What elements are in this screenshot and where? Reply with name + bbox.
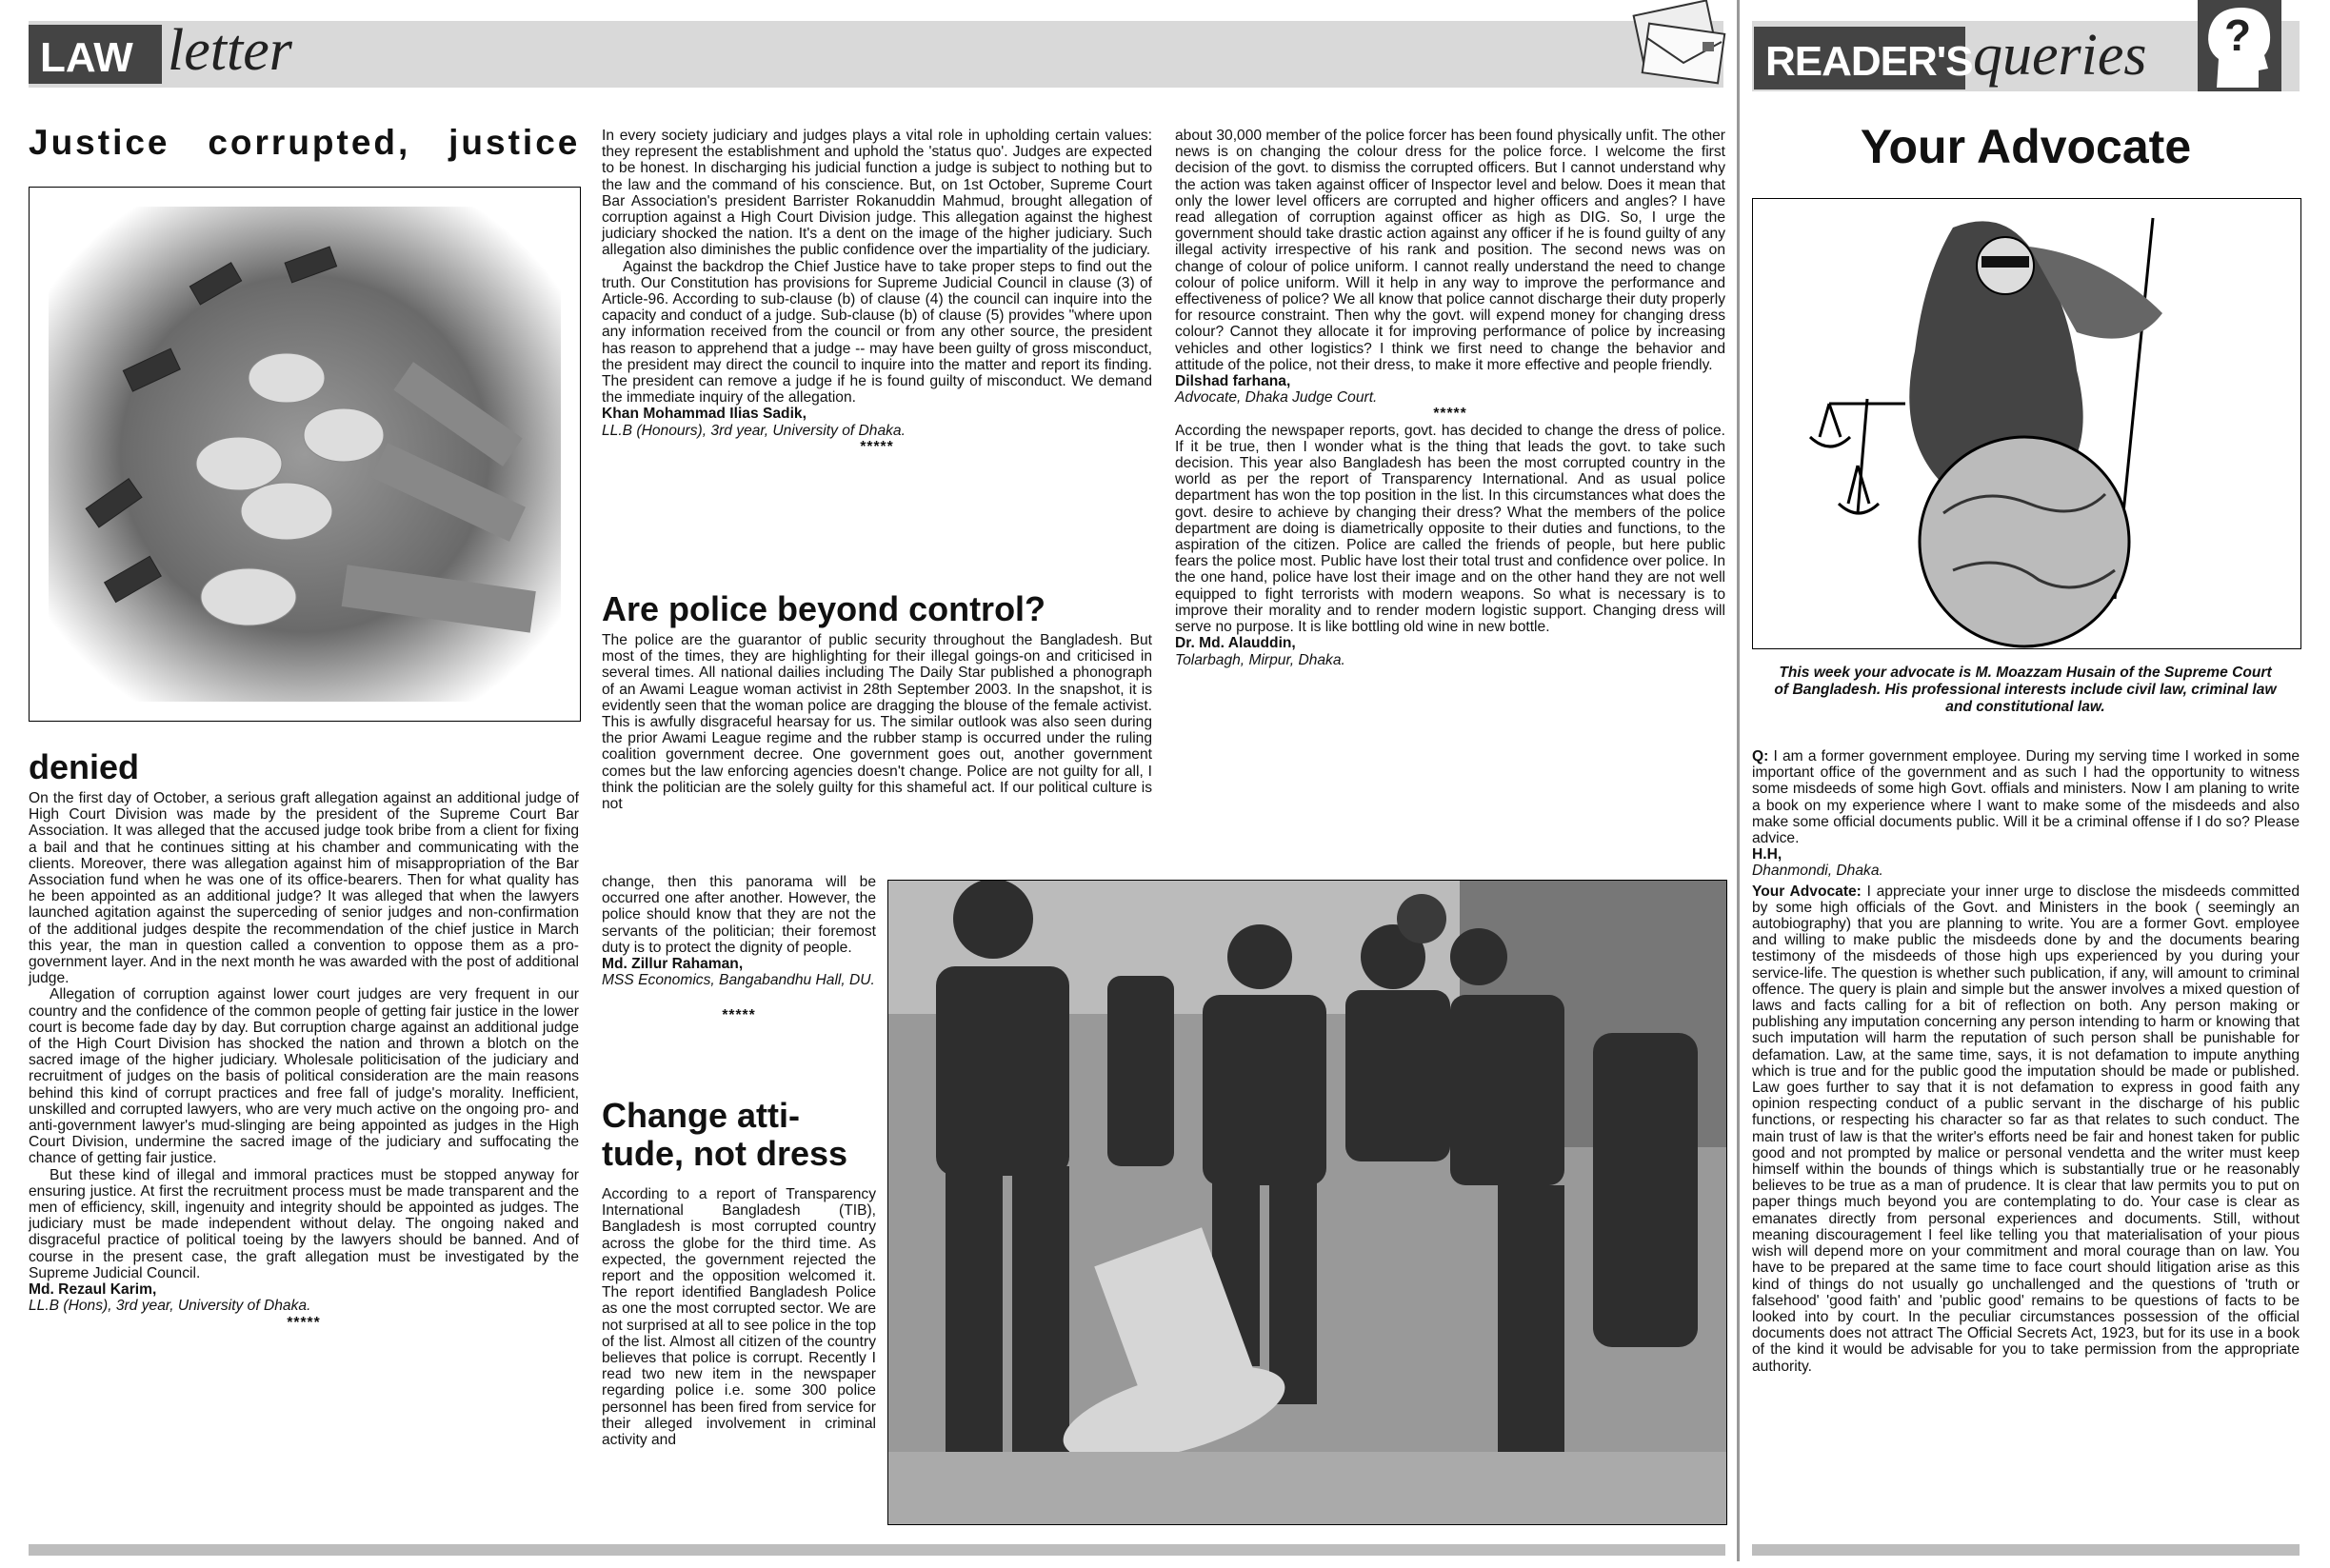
article4-title: Change atti-tude, not dress (602, 1096, 848, 1173)
article1-author: Md. Rezaul Karim, (29, 1281, 157, 1299)
article1-paragraph-3: But these kind of illegal and immoral practices must be stopped anyway for ensuring justice. At first the recruitment process must be made transparent and the men of efficiency, skill, ingenuity and integrity should be appointed as judges. The judiciary must be made independent without delay. The ongoing naked and disgraceful practice of political toeing by the lawyers should be banned. And of course in the present case, the graft allegation must be investigated by the Supreme Judicial Council. (29, 1166, 579, 1281)
letter-label: letter (168, 18, 292, 83)
justice-illustration (1752, 198, 2301, 649)
article5-author: Dr. Md. Alauddin, (1175, 635, 1296, 652)
bottom-rule-left (29, 1544, 1725, 1556)
article3-body-narrow (602, 874, 876, 1024)
article3-affiliation: MSS Economics, Bangabandhu Hall, DU. (602, 972, 875, 989)
question-place: Dhanmondi, Dhaka. (1752, 863, 1883, 880)
article4-continued (1175, 128, 1725, 668)
envelopes-icon (1619, 0, 1733, 95)
column-divider (1737, 0, 1740, 1561)
advocate-answer: I appreciate your inner urge to disclose the misdeeds committed by some high officials of the Govt. and Ministers in the book ( seemingly an autobiography) that you are planning to write. You are a former Govt. employee and willing to make public the misdeeds done by and the documents bearing testimony of the misdeeds of those high ups experienced by you during your service-life. The question is whether such publication, if any, will amount to criminal offence. The query is plain and simple but the answer involves a mixed question of laws and facts calling for a bit of reflection on both. Any person making or publishing any imputation concerning any person intending to harm or knowing that such imputation will harm the reputation of such person shall be punishable for defamation. Law, at the same time, says, it is not defamation to impute anything which is true and for the public good the imputation should be made or published. Law goes further to say that it is not defamation to express in good faith any opinion respecting conduct of a public servant in the discharge of his public functions, or respecting his character so far as that relates to such conduct. The main trust of law is that the writer's efforts need be fair and honest taken for public good and not prompted by malice or personal vendetta and the writer must keep himself within the bounds of things which is substantially true or he reasonably believes to be true as a man of prudence. It is clear that law permits you to put on paper things much beyond you are contemplating to do. Your case is clear as emanates directly from personal experiences and documents. Still, without meaning discouragement I feel like telling you that materialisation of your pious wish will depend more on your commitment and moral courage than on law. You have to be prepared at the same time to face court should litigation arise as this kind of things do not usually go unchallenged and the questions of 'truth or falsehood' 'good faith' and 'public good' remains to be questions of facts to be looked into by court. In the peculiar circumstances possession of the official documents does not attract The Official Secrets Act, 1923, but for its use in a book of the kind it would be advisable for you to take permission from the appropriate authority. (1752, 883, 2300, 1375)
article2-stars: ***** (860, 438, 894, 455)
article1-title-top: Justice corrupted, justice (29, 123, 581, 162)
article5-paragraph: According the newspaper reports, govt. has decided to change the dress of police. If it be true, then I wonder what is the thing that leads the govt. to take such decision. This year also Bangladesh has been the most corrupted country in the world as per the report of Transparency International. And as usual police department has won the top position in the list. In this circumstances what does the govt. desire to achieve by changing their dress? What the members of the police department are doing is diametrically opposite to their duties and functions, to the aspiration of the citizen. Police are called the friends of people, but here public fears the police most. Public have lost their total trust and confidence over police. In the one hand, police have lost their image and on the other hand they are not well equipped to fight terrorists with modern weapons. So what is necessary is to improve their morality and to render modern logistic support. Changing dress will serve no purpose. It is like bottling old wine in new bottle. (1175, 422, 1725, 636)
advocate-qa (1752, 748, 2300, 1375)
advocate-caption: This week your advocate is M. Moazzam Husain of the Supreme Court of Bangladesh. His professional interests include civil law, criminal law and constitutional law. (1774, 665, 2277, 715)
gavels-photo (29, 187, 581, 722)
article4-author: Dilshad farhana, (1175, 373, 1291, 390)
readers-label: READER'S (1754, 27, 1965, 89)
question-author: H.H, (1752, 846, 1782, 863)
article3-body-full: The police are the guarantor of public security throughout the Bangladesh. But most of the times, they are highlighting for their illegal goings-on and criticised in several times. All national dailies including The Daily Star published a phonograph of an Awami League woman activist in 28th September 2003. In the snapshot, it is evidently seen that the woman police are dragging the blouse of the female activist. This is awfully disgraceful hearsay for us. The similar outlook was also seen during the prior Awami League regime and the rubber stamp is occurred under the ruling coalition government decree. One government goes out, another government comes but the law enforcing agencies doesn't change. Police are not guilty for all, I think the politician are the solely guilty for this shameful act. If our political culture is not (602, 632, 1152, 813)
article2-affiliation: LL.B (Honours), 3rd year, University of Dhaka. (602, 422, 906, 439)
article2-paragraph-1: In every society judiciary and judges plays a vital role in upholding certain values: they represent the establishment and uphold the 'status quo'. Judges are expected to be honest. In discharging his judicial function a judge is subject to nothing but to the law and the command of his conscience. But, on 1st October, Supreme Court Bar Association's president Barrister Rokanuddin Mahmud, brought allegation of corruption against a High Court Division judge. This allegation against the highest judiciary shocked the nation. It's a dent on the image of the higher judiciary. Such allegation also diminishes the public confidence over the impartiality of the judiciary. (602, 128, 1152, 259)
article1-affiliation: LL.B (Hons), 3rd year, University of Dhaka. (29, 1298, 311, 1315)
bottom-rule-right (1752, 1544, 2300, 1556)
article1-paragraph-1: On the first day of October, a serious graft allegation against an additional judge of High Court Division was made by the president of the Supreme Court Bar Association. It was alleged that the accused judge took bribe from a client for fixing a bail and that he continues sitting at his chamber and communicating with the clients. Moreover, there was allegation against him of misappropriation of the Bar Association fund when he was one of its office-bearers. Then for what quality has he been appointed as an additional judge? It was alleged that when the lawyers launched agitation against the superceding of senior judges and non-confirmation of the additional judges despite the recommendation of the chief justice in March this year, the man in question called a convention to oppose them as a pro-government layer. And in the next month he was awarded with the post of additional judge. (29, 790, 579, 987)
article3-author: Md. Zillur Rahaman, (602, 956, 744, 973)
article4-body (602, 1186, 876, 1448)
article2-author: Khan Mohammad Ilias Sadik, (602, 406, 807, 423)
article1-title-bottom: denied (29, 747, 140, 786)
article4-paragraph: According to a report of Transparency International Bangladesh (TIB), Bangladesh is most corrupted country across the globe for the third time. As expected, the government rejected the report and the opposition welcomed it. The report identified Bangladesh Police as one the most corrupted sector. We are not surprised at all to see police in the top of the list. Almost all citizen of the country believes that police is corrupt. Recently I read two new item in the newspaper regarding police i.e. some 300 police personnel has been fired from service for their alleged involvement in criminal activity and (602, 1186, 876, 1449)
advocate-title: Your Advocate (1860, 120, 2192, 173)
article3-title: Are police beyond control? (602, 589, 1046, 628)
article4-stars: ***** (1433, 406, 1467, 423)
answer-label: Your Advocate: (1752, 883, 1862, 900)
advocate-question-block (1752, 748, 2300, 846)
article1-stars: ***** (287, 1314, 321, 1331)
article2-paragraph-2: Against the backdrop the Chief Justice have to take proper steps to find out the truth. Our Constitution has provisions for Supreme Judicial Council in clause (3) of Article-96. According to sub-clause (b) of clause (4) the council can inquire into the capacity and conduct of a judge. Sub-clause (b) of clause (5) provides "where upon any information received from the council or from any other source, the president has reason to apprehend that a judge -- may have been guilty of gross misconduct, the president may direct the council to inquire into the matter and report its finding. The president can remove a judge if he is found guilty of misconduct. We demand the immediate inquiry of the allegation. (602, 258, 1152, 407)
advocate-question: I am a former government employee. During my serving time I worked in some important office of the government and as such I had the opportunity to witness some misdeeds of some high Govt. offials and ministers. Now I am planing to write a book on my experience where I want to make some of the misdeeds and also make some official documents public. Will it be a criminal offense if I do so? Please advice. (1752, 748, 2300, 847)
article1-paragraph-2: Allegation of corruption against lower court judges are very frequent in our country and the confidence of the common people of getting fair justice in the lower court is become fade day by day. But corruption charge against an additional judge of the High Court Division has shocked the nation and thrown a blotch on the sacred image of the higher judiciary. Wholesale politicisation of the judiciary and recruitment of judges on the basis of political consideration are the main reasons behind this kind of corrupt practices and free fall of judge's morality. Inefficient, unskilled and corrupted lawyers, who are very much active on the ongoing pro- and anti-government lawyer's mud-slinging are being appointed as judges in the High Court Division, undermine the sacred image of the judiciary and suffocating the chance of getting fair justice. (29, 986, 579, 1167)
article3-stars: ***** (722, 1007, 756, 1024)
police-photo (887, 880, 1727, 1525)
article2-body (602, 128, 1152, 455)
question-label: Q: (1752, 748, 1769, 764)
article3-paragraph-narrow: change, then this panorama will be occurred one after another. However, the police should know that they are not the servants of the politician; their foremost duty is to protect the dignity of people. (602, 874, 876, 956)
article1-body (29, 790, 579, 1331)
article4-affiliation: Advocate, Dhaka Judge Court. (1175, 389, 1378, 407)
question-mark: ? (2224, 10, 2252, 60)
queries-label: queries (1973, 23, 2147, 88)
article4-cont-paragraph: about 30,000 member of the police forcer has been found physically unfit. The other news is on changing the colour dress for the police force. I welcome the first decision of the govt. to dismiss the corrupted officers. But I cannot understand why the action was taken against officer of Inspector level and below. Does it mean that only the lower level officers are corrupted and higher officers and angles? I have read allegation of corruption against officer as high as DIG. So, I urge the government should take drastic action against any officer if he is found guilty of any illegal activity irrespective of his rank and position. The second news was on change of colour of police uniform. I cannot really understand the need to change colour of police uniform. Will it help in any way to improve the performance and effectiveness of police? We all know that police cannot discharge their duty properly for resource constraint. Then why the govt. will expend money for changing dress colour? Cannot they allocate it for improving performance of police by increasing vehicles and other logistics? I think we first need to change the behavior and attitude of the police, not their dress, to make it more effective and people friendly. (1175, 128, 1725, 373)
question-head-icon (2198, 0, 2281, 91)
law-label: LAW (29, 25, 162, 84)
advocate-answer-block (1752, 883, 2300, 1375)
article5-affiliation: Tolarbagh, Mirpur, Dhaka. (1175, 651, 1345, 668)
